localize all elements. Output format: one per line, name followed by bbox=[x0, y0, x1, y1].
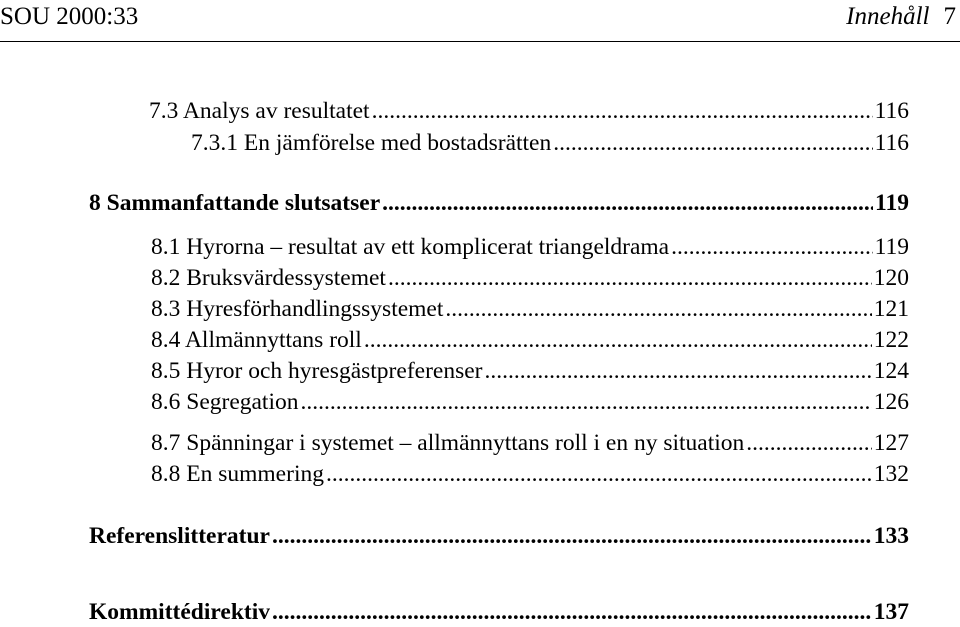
toc-entry-title: 8.1 Hyrorna – resultat av ett komplicerat triangeldrama bbox=[151, 234, 670, 260]
toc-entry-page: 132 bbox=[873, 461, 909, 487]
toc-entry[interactable] bbox=[149, 96, 909, 126]
toc-leader-dots bbox=[272, 597, 872, 627]
toc-entry-page: 120 bbox=[873, 265, 909, 291]
toc-leader-dots bbox=[301, 387, 872, 417]
toc-leader-dots bbox=[484, 356, 871, 386]
toc-entry-title: 8.6 Segregation bbox=[151, 389, 299, 415]
toc-entry-page: 133 bbox=[873, 523, 909, 549]
toc-entry[interactable] bbox=[151, 428, 909, 458]
toc-leader-dots bbox=[372, 96, 873, 126]
toc-entry-page: 127 bbox=[873, 430, 909, 456]
toc-entry-title: 8.3 Hyresförhandlingssystemet bbox=[151, 296, 444, 322]
toc-entry-page: 137 bbox=[873, 599, 909, 625]
toc-chapter-entry[interactable] bbox=[89, 597, 909, 627]
toc-entry[interactable] bbox=[151, 356, 909, 386]
toc-leader-dots bbox=[445, 294, 871, 324]
toc-leader-dots bbox=[272, 521, 872, 551]
toc-leader-dots bbox=[746, 428, 871, 458]
toc-entry-title: 8.8 En summering bbox=[151, 461, 324, 487]
toc-entry-title: 7.3.1 En jämförelse med bostadsrätten bbox=[191, 130, 552, 156]
toc-leader-dots bbox=[364, 325, 872, 355]
toc-entry-title: Kommittédirektiv bbox=[89, 599, 271, 625]
toc-entry-title: 8 Sammanfattande slutsatser bbox=[89, 190, 381, 216]
toc-entry-page: 116 bbox=[874, 130, 909, 156]
toc-entry-page: 122 bbox=[873, 327, 909, 353]
section-title: Innehåll bbox=[846, 3, 930, 30]
toc-entry-page: 119 bbox=[875, 190, 909, 216]
header-section bbox=[846, 2, 956, 32]
toc-leader-dots bbox=[388, 263, 872, 293]
toc-leader-dots bbox=[382, 188, 873, 218]
toc-entry-page: 116 bbox=[874, 98, 909, 124]
header-rule bbox=[0, 41, 960, 42]
toc-entry[interactable] bbox=[151, 387, 909, 417]
toc-entry-page: 124 bbox=[873, 358, 909, 384]
page-header bbox=[0, 0, 960, 40]
toc-leader-dots bbox=[326, 459, 872, 489]
toc-chapter-entry[interactable] bbox=[89, 188, 909, 218]
toc-entry-title: Referenslitteratur bbox=[89, 523, 270, 549]
toc-leader-dots bbox=[553, 128, 872, 158]
toc-entry-title: 8.7 Spänningar i systemet – allmännyttans roll i en ny situation bbox=[151, 430, 745, 456]
toc-entry-page: 119 bbox=[874, 234, 909, 260]
toc-entry[interactable] bbox=[151, 459, 909, 489]
toc-entry-title: 8.4 Allmännyttans roll bbox=[151, 327, 362, 353]
toc-entry[interactable] bbox=[151, 294, 909, 324]
toc-entry[interactable] bbox=[151, 232, 909, 262]
toc-entry-title: 8.5 Hyror och hyresgästpreferenser bbox=[151, 358, 483, 384]
toc-entry-page: 121 bbox=[873, 296, 909, 322]
toc-entry-title: 8.2 Bruksvärdessystemet bbox=[151, 265, 386, 291]
toc-entry[interactable] bbox=[151, 263, 909, 293]
page-number: 7 bbox=[943, 3, 956, 30]
toc-entry[interactable] bbox=[151, 325, 909, 355]
toc-leader-dots bbox=[671, 232, 872, 262]
toc-entry[interactable] bbox=[191, 128, 909, 158]
document-id: SOU 2000:33 bbox=[0, 3, 139, 30]
toc-entry-page: 126 bbox=[873, 389, 909, 415]
toc-chapter-entry[interactable] bbox=[89, 521, 909, 551]
toc-entry-title: 7.3 Analys av resultatet bbox=[149, 98, 370, 124]
